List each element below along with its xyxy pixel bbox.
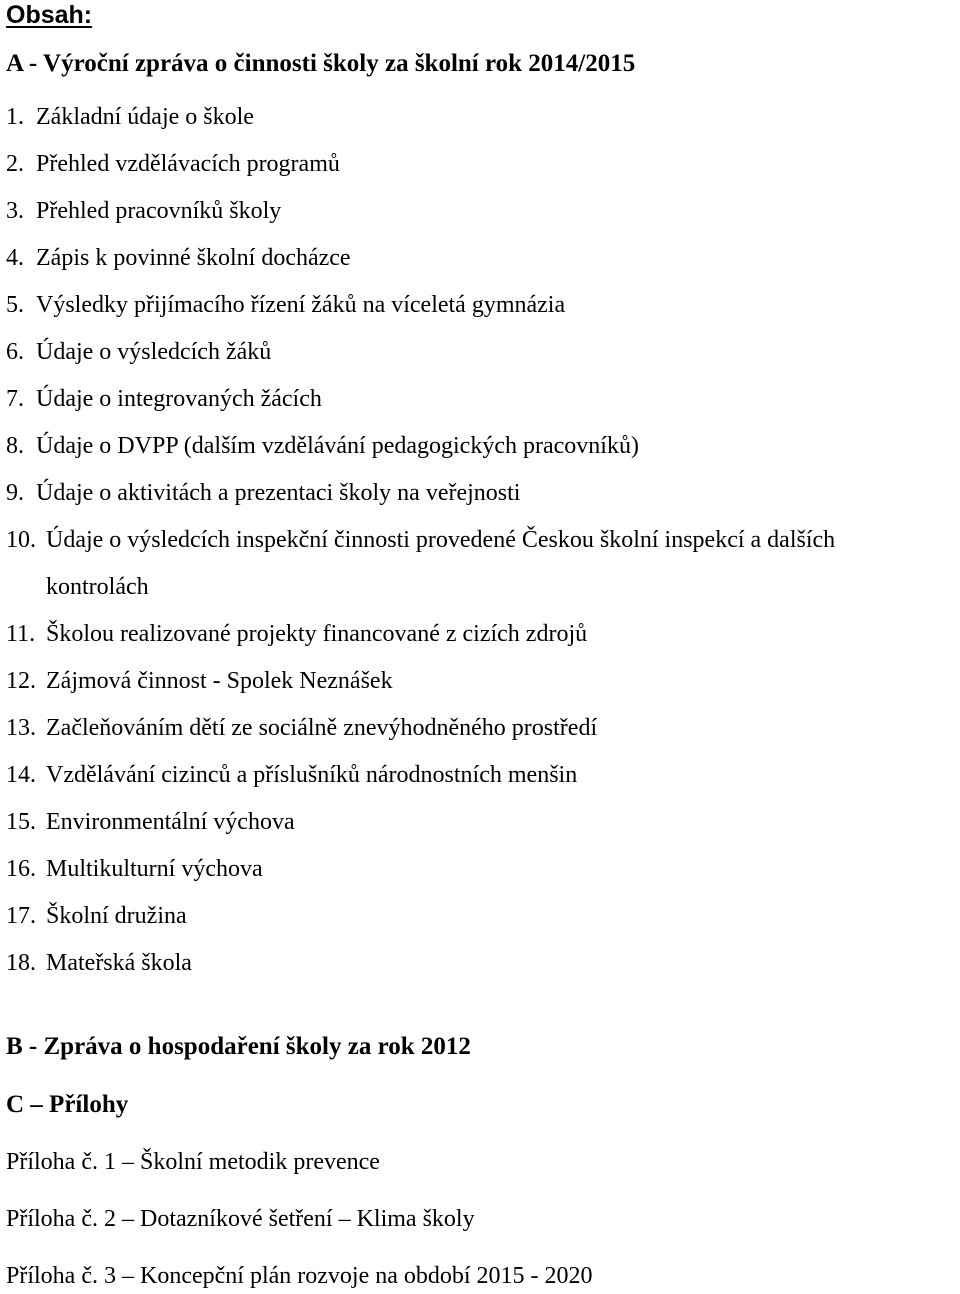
toc-item-number: 15.: [6, 809, 36, 835]
toc-item-number: 8.: [6, 433, 24, 459]
toc-item-text: Environmentální výchova: [46, 809, 295, 835]
section-a-heading: A - Výroční zpráva o činnosti školy za školní rok 2014/2015: [6, 50, 636, 77]
toc-item: [6, 329, 956, 376]
toc-item: [6, 188, 956, 235]
toc-item: [6, 423, 956, 470]
toc-item: [6, 282, 956, 329]
toc-item-number: 14.: [6, 762, 36, 788]
toc-item-number: 3.: [6, 198, 24, 224]
toc-item-text: Výsledky přijímacího řízení žáků na víceletá gymnázia: [36, 292, 566, 318]
section-b-heading: B - Zpráva o hospodaření školy za rok 2012: [6, 1033, 471, 1060]
toc-item-text: Školou realizované projekty financované z cizích zdrojů: [46, 621, 588, 647]
toc-item: [6, 611, 956, 658]
toc-item: [6, 846, 956, 893]
annex-item: Příloha č. 2 – Dotazníkové šetření – Klima školy: [6, 1206, 475, 1232]
annex-item: Příloha č. 1 – Školní metodik prevence: [6, 1149, 380, 1175]
toc-item-text: Údaje o výsledcích žáků: [36, 339, 272, 365]
toc-item-number: 12.: [6, 668, 36, 694]
toc-item-number: 1.: [6, 104, 24, 130]
toc-item-number: 7.: [6, 386, 24, 412]
section-c-heading: C – Přílohy: [6, 1091, 129, 1118]
toc-item-text: Multikulturní výchova: [46, 856, 263, 882]
toc-item-number: 5.: [6, 292, 24, 318]
toc-item: [6, 470, 956, 517]
toc-item: [6, 940, 956, 987]
toc-item-text: Přehled pracovníků školy: [36, 198, 282, 224]
toc-item-number: 17.: [6, 903, 36, 929]
toc-item-number: 16.: [6, 856, 36, 882]
toc-item-number: 9.: [6, 480, 24, 506]
toc-item-text: Mateřská škola: [46, 950, 192, 976]
toc-item-text: Údaje o DVPP (dalším vzdělávání pedagogických pracovníků): [36, 433, 639, 459]
toc-item-number: 18.: [6, 950, 36, 976]
toc-item-text: Údaje o výsledcích inspekční činnosti provedené Českou školní inspekcí a dalších: [46, 527, 836, 553]
toc-item-text-continuation: kontrolách: [46, 574, 149, 600]
toc-item-text: Přehled vzdělávacích programů: [36, 151, 340, 177]
toc-item: [6, 658, 956, 705]
toc-item-text: Údaje o integrovaných žácích: [36, 386, 322, 412]
toc-item: [6, 141, 956, 188]
annex-item: Příloha č. 3 – Koncepční plán rozvoje na období 2015 - 2020: [6, 1263, 593, 1289]
toc-list: [6, 94, 956, 987]
toc-item-text: Údaje o aktivitách a prezentaci školy na veřejnosti: [36, 480, 521, 506]
toc-item: [6, 705, 956, 752]
toc-item: [6, 893, 956, 940]
toc-item-text: Zájmová činnost - Spolek Neznášek: [46, 668, 393, 694]
toc-item-text: Zápis k povinné školní docházce: [36, 245, 351, 271]
toc-item-number: 2.: [6, 151, 24, 177]
toc-item-text: Základní údaje o škole: [36, 104, 254, 130]
toc-item-number: 11.: [6, 621, 36, 647]
toc-item-number: 6.: [6, 339, 24, 365]
toc-item: [6, 517, 956, 611]
toc-item-number: 10.: [6, 527, 36, 553]
toc-item: [6, 235, 956, 282]
toc-item: [6, 752, 956, 799]
toc-item-number: 13.: [6, 715, 36, 741]
page-title: Obsah:: [6, 1, 93, 29]
toc-item-text: Vzdělávání cizinců a příslušníků národnostních menšin: [46, 762, 578, 788]
toc-item: [6, 94, 956, 141]
toc-item: [6, 799, 956, 846]
toc-item-number: 4.: [6, 245, 24, 271]
toc-item-text: Školní družina: [46, 903, 187, 929]
toc-item-text: Začleňováním dětí ze sociálně znevýhodněného prostředí: [46, 715, 598, 741]
toc-item: [6, 376, 956, 423]
